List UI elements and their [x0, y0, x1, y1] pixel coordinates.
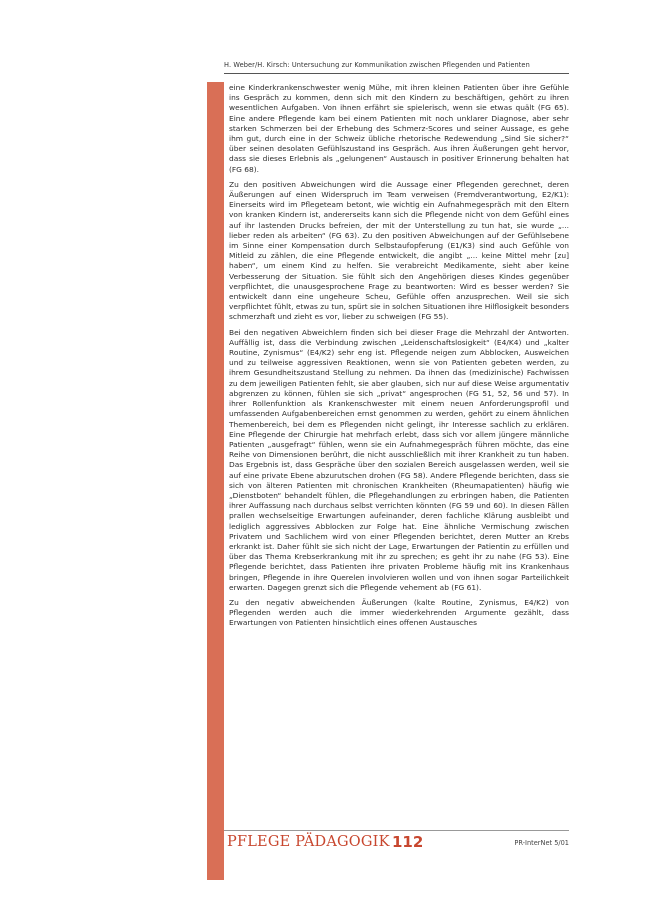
journal-brand: PFLEGE PÄDAGOGIK — [227, 834, 390, 850]
accent-sidebar-bar — [207, 82, 224, 880]
page-number: 112 — [392, 833, 424, 851]
paragraph-1: eine Kinderkrankenschwester wenig Mühe, mit ihren kleinen Patienten über ihre Gefühle ins Gespräch zu kommen, denn sich mit den Kindern zu beschäftigen, gehört zu ihren wesentlichen Aufgaben. Von ihnen erfährt sie spielerisch, wenn sie etwas quält (FG 65). Eine andere Pflegende kam bei einem Patienten mit noch unklarer Diagnose, aber sehr starken Schmerzen bei der Erhebung des Schmerz-Scores und seiner Aussage, es gehe ihm gut, durch eine in der Schweiz übliche rhetorische Redewendung „Sind Sie sicher?“ über seinen desolaten Gefühlszustand ins Gespräch. Aus ihren Äußerungen geht hervor, dass sie dieses Erlebnis als „gelungenen“ Austausch in positiver Erinnerung behalten hat (FG 68). — [229, 83, 569, 174]
footer — [224, 834, 569, 856]
header-rule — [224, 73, 569, 74]
footer-rule — [224, 830, 569, 831]
paragraph-3: Bei den negativen Abweichlern finden sich bei dieser Frage die Mehrzahl der Antworten. Auffällig ist, dass die Verbindung zwischen „Leidenschaftslosigkeit“ (E4/K4) und „kalter Routine, Zynismus“ (E4/K2) sehr eng ist. Pflegende neigen zum Abblocken, Ausweichen und zu teilweise aggressiven Reaktionen, wenn sie von Patienten gebeten werden, zu ihrem Gesundheitszustand Stellung zu nehmen. Da ihnen das (medizinische) Fachwissen zu dem jeweiligen Patienten fehlt, sie aber glauben, sich nur auf diese Weise argumentativ abgrenzen zu können, fühlen sie sich „privat“ angesprochen (FG 51, 52, 56 und 57). In ihrer Rollenfunktion als Krankenschwester mit einem neuen Anforderungsprofil und umfassenden Aufgabenbereichen ernst genommen zu werden, gehört zu einem ähnlichen Themenbereich, bei dem es Pflegenden nicht gelingt, ihr Interesse sachlich zu erklären. Eine Pflegende der Chirurgie hat mehrfach erlebt, dass sich vor allem jüngere männliche Patienten „ausgefragt“ fühlen, wenn sie ein Aufnahmegespräch führen möchte, das eine Reihe von Dimensionen berührt, die nicht ausschließlich mit ihrer Krankheit zu tun haben. Das Ergebnis ist, dass Gespräche über den sozialen Bereich ausgelassen werden, weil sie auf eine private Ebene abzurutschen drohen (FG 58). Andere Pflegende berichten, dass sie sich von älteren Patienten mit chronischen Krankheiten (Rheumapatienten) häufig wie „Dienstboten“ behandelt fühlen, die Pflegehandlungen zu erbringen haben, die Patienten ihrer Auffassung nach durchaus selbst verrichten könnten (FG 59 und 60). In diesen Fällen prallen wechselseitige Erwartungen aufeinander, deren fachliche Klärung ausbleibt und lediglich aggressives Abblocken zur Folge hat. Eine ähnliche Vermischung zwischen Privatem und Sachlichem wird von einer Pflegenden berichtet, deren Mutter an Krebs erkrankt ist. Daher fühlt sie sich nicht der Lage, Erwartungen der Patientin zu erfüllen und über das Thema Krebserkrankung mit ihr zu sprechen; es geht ihr zu nahe (FG 53). Eine Pflegende berichtet, dass Patienten ihre privaten Probleme häufig mit ins Krankenhaus bringen, Pflegende in ihre Querelen involvieren wollen und von ihnen sogar Parteilichkeit erwarten. Dagegen grenzt sich die Pflegende vehement ab (FG 61). — [229, 327, 569, 592]
paragraph-4: Zu den negativ abweichenden Äußerungen (kalte Routine, Zynismus, E4/K2) von Pflegenden werden auch die immer wiederkehrenden Argumente gezählt, dass Erwartungen von Patienten hinsichtlich eines offenen Austausches — [229, 597, 569, 628]
issue-label: PR-InterNet 5/01 — [514, 839, 569, 847]
body-text — [229, 83, 569, 634]
running-header: H. Weber/H. Kirsch: Untersuchung zur Kommunikation zwischen Pflegenden und Patienten — [224, 61, 530, 69]
paragraph-2: Zu den positiven Abweichungen wird die Aussage einer Pflegenden gerechnet, deren Äußerungen auf einen Widerspruch im Team verweisen (Fremdverantwortung, E2/K1): Einerseits wird im Pflegeteam betont, wie wichtig ein Aufnahmegespräch mit den Eltern von kranken Kindern ist, andererseits kann sich die Pflegende nicht von dem Gefühl eines auf ihr lastenden Drucks befreien, der mit der Unterstellung zu tun hat, sie wurde „... lieber reden als arbeiten“ (FG 63). Zu den positiven Abweichungen auf der Gefühlsebene im Sinne einer Kompensation durch Selbstaufopferung (E1/K3) sind auch Gefühle von Mitleid zu zählen, die eine Pflegende entwickelt, die angibt „... keine Mittel mehr [zu] haben“, um einem Kind zu helfen. Sie verabreicht Medikamente, sieht aber keine Verbesserung der Situation. Sie fühlt sich den Angehörigen dieses Kindes gegenüber verpflichtet, die unausgesprochene Frage zu beantworten: Wird es besser werden? Sie entwickelt dann eine ungeheure Scheu, Gefühle offen anzusprechen. Weil sie sich verpflichtet fühlt, etwas zu tun, spürt sie in solchen Situationen ihre Hilflosigkeit besonders schmerzhaft und zieht es vor, lieber zu schweigen (FG 55). — [229, 179, 569, 322]
